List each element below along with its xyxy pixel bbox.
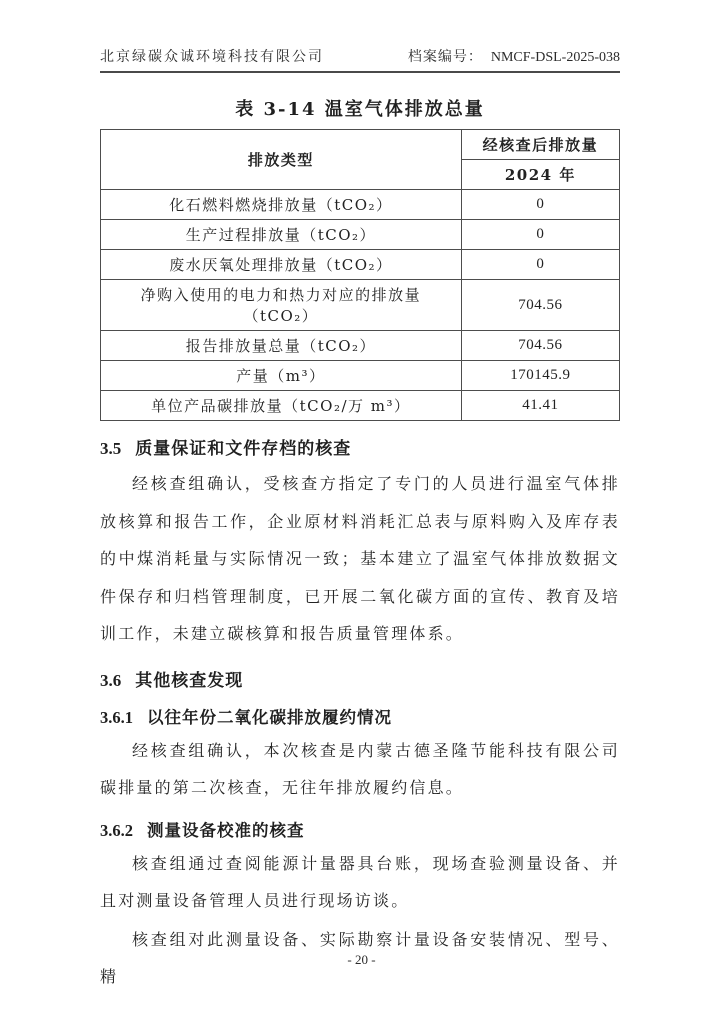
row-value: 704.56 [461,280,619,331]
row-value: 0 [461,190,619,220]
table-row [101,250,620,280]
section-title: 以往年份二氧化碳排放履约情况 [147,707,392,727]
file-number [408,46,620,66]
section-title: 质量保证和文件存档的核查 [135,439,352,459]
row-value: 41.41 [461,391,619,421]
row-label: 净购入使用的电力和热力对应的排放量（tCO₂） [101,280,462,331]
section-title: 测量设备校准的核查 [147,820,305,840]
section-number: 3.6.1 [100,707,133,727]
table-row [101,391,620,421]
table-row [101,280,620,331]
section-number: 3.6.2 [100,820,133,840]
row-label: 化石燃料燃烧排放量（tCO₂） [101,190,462,220]
table-row [101,361,620,391]
row-label: 生产过程排放量（tCO₂） [101,220,462,250]
section-heading-3-6-2 [100,818,620,844]
table-caption: 表 3-14 温室气体排放总量 [235,99,485,120]
table-row [101,220,620,250]
col-header-verified-emissions: 经核查后排放量 [461,130,619,160]
file-number-value: NMCF-DSL-2025-038 [490,50,620,65]
section-3-5-paragraph: 经核查组确认，受核查方指定了专门的人员进行温室气体排放核算和报告工作，企业原材料消耗汇总表与原料购入及库存表的中煤消耗量与实际情况一致；基本建立了温室气体排放数据文件保存和归档管理制度，已开展二氧化碳方面的宣传、教育及培训工作，未建立碳核算和报告质量管理体系。 [100,474,620,643]
row-label: 废水厌氧处理排放量（tCO₂） [101,250,462,280]
table-row [101,190,620,220]
section-3-6-1-paragraph: 经核查组确认，本次核查是内蒙古德圣隆节能科技有限公司碳排量的第二次核查，无往年排放履约信息。 [100,740,620,797]
row-value: 0 [461,250,619,280]
section-heading-3-6 [100,668,620,694]
section-3-6-2-paragraph-2: 核查组对此测量设备、实际勘察计量设备安装情况、型号、精 [100,929,620,986]
section-3-6-2-paragraph-1: 核查组通过查阅能源计量器具台账，现场查验测量设备、并且对测量设备管理人员进行现场访谈。 [100,853,620,910]
page-number: - 20 - [347,952,376,967]
row-value: 170145.9 [461,361,619,391]
row-label: 单位产品碳排放量（tCO₂/万 m³） [101,391,462,421]
row-label: 产量（m³） [101,361,462,391]
file-number-label: 档案编号： [407,49,483,65]
col-header-year: 2024 年 [461,160,619,190]
section-title: 其他核查发现 [135,670,244,691]
page-header [100,46,620,73]
table-row [101,331,620,361]
row-value: 0 [461,220,619,250]
section-number: 3.6 [100,670,122,690]
row-value: 704.56 [461,331,619,361]
row-label: 报告排放量总量（tCO₂） [101,331,462,361]
section-heading-3-5 [100,436,620,462]
section-heading-3-6-1 [100,705,620,731]
emissions-table [100,129,620,421]
col-header-emission-type: 排放类型 [101,130,462,190]
table-header-row [101,130,620,160]
section-number: 3.5 [100,439,122,458]
company-name: 北京绿碳众诚环境科技有限公司 [100,49,324,65]
